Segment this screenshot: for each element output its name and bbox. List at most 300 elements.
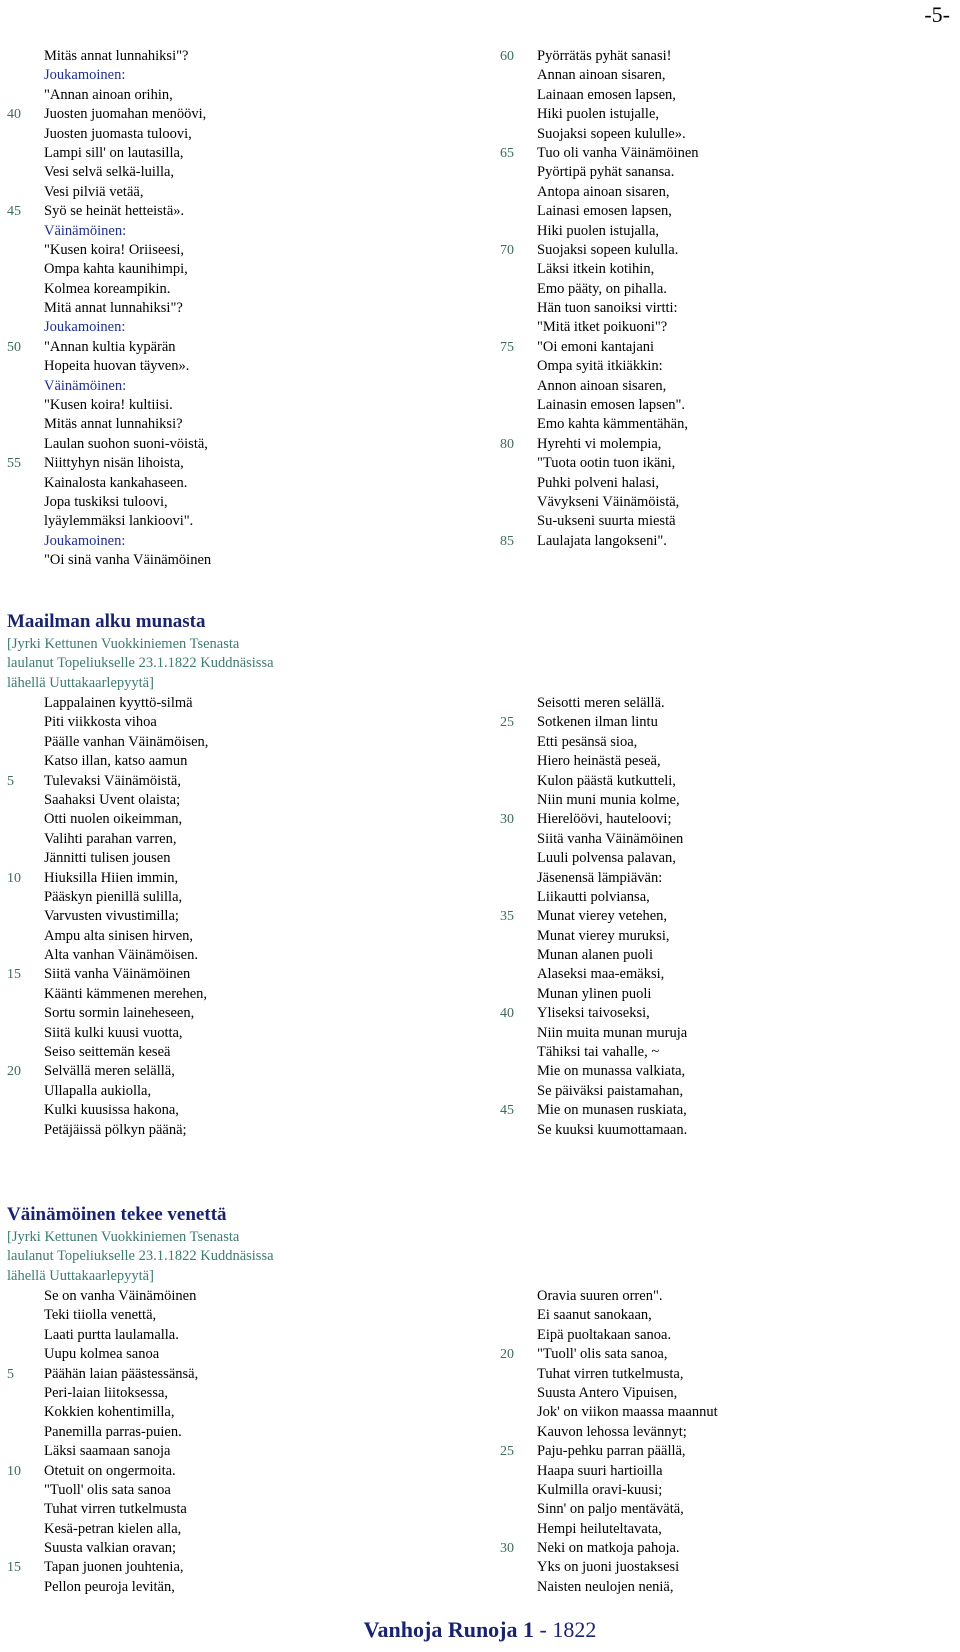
verse-text: Vesi pilviä vetää, bbox=[44, 183, 144, 200]
verse-line bbox=[537, 415, 699, 434]
verse-text: Läksi saamaan sanoja bbox=[44, 1443, 171, 1460]
verse-line bbox=[7, 105, 211, 124]
verse-line bbox=[537, 454, 699, 473]
verse-text: Su-ukseni suurta miestä bbox=[537, 513, 676, 530]
verse-line bbox=[44, 163, 211, 182]
verse-text: Tulevaksi Väinämöistä, bbox=[44, 772, 181, 789]
verse-line bbox=[537, 1578, 718, 1597]
verse-text: Siitä vanha Väinämöinen bbox=[44, 966, 191, 983]
footer-title: Vanhoja Runoja 1 bbox=[363, 1617, 535, 1642]
source-line: lähellä Uuttakaarlepyytä] bbox=[7, 1267, 154, 1284]
verse-line bbox=[537, 1481, 718, 1500]
verse-line bbox=[7, 202, 211, 221]
verse-line bbox=[44, 241, 211, 260]
verse-text: Suojaksi sopeen kululle». bbox=[537, 125, 686, 142]
verse-text: Hiero heinästä peseä, bbox=[537, 753, 661, 770]
verse-text: Puhki polveni halasi, bbox=[537, 474, 660, 491]
verse-line bbox=[500, 1101, 687, 1120]
line-number: 5 bbox=[7, 773, 14, 789]
left-column bbox=[7, 47, 212, 571]
verse-line bbox=[537, 1520, 718, 1539]
line-number: 70 bbox=[500, 242, 514, 258]
verse-text: Teki tiiolla venettä, bbox=[44, 1307, 157, 1324]
verse-text: Seisotti meren selällä. bbox=[537, 695, 665, 711]
verse-text: Otetuit on ongermoita. bbox=[44, 1462, 176, 1479]
verse-line bbox=[537, 965, 687, 984]
verse-line bbox=[537, 260, 699, 279]
left-column bbox=[7, 1287, 199, 1597]
verse-line bbox=[44, 532, 211, 551]
verse-line bbox=[537, 733, 687, 752]
verse-text: Hopeita huovan täyven». bbox=[44, 358, 190, 375]
verse-line bbox=[500, 713, 687, 732]
verse-line bbox=[44, 1306, 198, 1325]
line-number: 35 bbox=[500, 909, 514, 925]
verse-line bbox=[7, 338, 211, 357]
verse-line bbox=[44, 1326, 198, 1345]
verse-line bbox=[44, 318, 211, 337]
speaker-label: Joukamoinen: bbox=[44, 67, 126, 84]
verse-text: Emo kahta kämmentähän, bbox=[537, 416, 688, 433]
section-heading: Maailman alku munasta bbox=[7, 611, 206, 632]
verse-text: Kolmea koreampikin. bbox=[44, 280, 171, 297]
verse-text: Uupu kolmea sanoa bbox=[44, 1346, 160, 1363]
line-number: 45 bbox=[7, 204, 21, 220]
verse-text: "Tuoll' olis sata sanoa, bbox=[537, 1346, 668, 1363]
line-number: 40 bbox=[7, 107, 21, 123]
verse-line bbox=[500, 47, 699, 66]
verse-text: Jopa tuskiksi tuloovi, bbox=[44, 493, 168, 510]
verse-line bbox=[500, 1442, 718, 1461]
verse-line bbox=[537, 752, 687, 771]
verse-text: Laati purtta laulamalla. bbox=[44, 1326, 179, 1343]
verse-text: Jok' on viikon maassa maannut bbox=[537, 1404, 718, 1421]
verse-text: Kulmilla oravi-kuusi; bbox=[537, 1481, 663, 1498]
verse-line bbox=[7, 454, 211, 473]
source-line: laulanut Topeliukselle 23.1.1822 Kuddnäsissa bbox=[7, 655, 274, 672]
verse-text: Pääskyn pienillä sulilla, bbox=[44, 888, 183, 905]
verse-text: Päälle vanhan Väinämöisen, bbox=[44, 733, 209, 750]
line-number: 20 bbox=[7, 1064, 21, 1080]
verse-text: Tapan juonen jouhtenia, bbox=[44, 1559, 184, 1576]
verse-line bbox=[44, 415, 211, 434]
verse-line bbox=[44, 551, 211, 570]
speaker-label: Joukamoinen: bbox=[44, 319, 126, 336]
verse-line bbox=[537, 1500, 718, 1519]
verse-text: Katso illan, katso aamun bbox=[44, 753, 188, 770]
line-number: 75 bbox=[500, 339, 514, 355]
verse-text: Seiso seittemän keseä bbox=[44, 1044, 171, 1061]
verse-text: Naisten neulojen neniä, bbox=[537, 1578, 674, 1595]
verse-line bbox=[537, 1024, 687, 1043]
verse-text: Pellon peuroja levitän, bbox=[44, 1578, 175, 1595]
verse-line bbox=[44, 183, 211, 202]
verse-text: Mie on munassa valkiata, bbox=[537, 1063, 686, 1080]
verse-text: Se päiväksi paistamahan, bbox=[537, 1082, 684, 1099]
verse-text: Niin muni munia kolme, bbox=[537, 791, 680, 808]
line-number: 60 bbox=[500, 49, 514, 64]
verse-line bbox=[537, 86, 699, 105]
verse-text: Niittyhyn nisän lihoista, bbox=[44, 455, 184, 472]
verse-text: Niin muita munan muruja bbox=[537, 1024, 688, 1041]
verse-line bbox=[44, 1024, 208, 1043]
verse-text: Sortu sormin laineheseen, bbox=[44, 1005, 195, 1022]
verse-text: Sotkenen ilman lintu bbox=[537, 714, 658, 731]
verse-text: Saahaksi Uvent olaista; bbox=[44, 791, 181, 808]
line-number: 25 bbox=[500, 715, 514, 731]
page-number: -5- bbox=[924, 2, 950, 27]
line-number: 25 bbox=[500, 1444, 514, 1460]
verse-text: Lappalainen kyyttö-silmä bbox=[44, 695, 193, 711]
verse-line bbox=[44, 1520, 198, 1539]
line-number: 15 bbox=[7, 967, 21, 983]
verse-text: Munat vierey muruksi, bbox=[537, 927, 670, 944]
verse-line bbox=[44, 907, 208, 926]
verse-line bbox=[537, 1403, 718, 1422]
verse-line bbox=[44, 927, 208, 946]
verse-line bbox=[44, 474, 211, 493]
verse-line bbox=[44, 733, 208, 752]
verse-text: Haapa suuri hartioilla bbox=[537, 1462, 663, 1479]
verse-line bbox=[537, 512, 699, 531]
verse-line bbox=[44, 752, 208, 771]
verse-text: Ompa syitä itkiäkkin: bbox=[537, 358, 663, 375]
verse-text: Hempi heiluteltavata, bbox=[537, 1520, 662, 1537]
verse-text: "Kusen koira! Oriiseesi, bbox=[44, 241, 185, 258]
verse-text: Tuhat virren tutkelmusta, bbox=[537, 1365, 684, 1382]
verse-line bbox=[7, 1462, 198, 1481]
verse-line bbox=[44, 435, 211, 454]
verse-text: Käänti kämmenen merehen, bbox=[44, 985, 208, 1002]
verse-text: "Tuoll' olis sata sanoa bbox=[44, 1481, 171, 1498]
verse-line bbox=[44, 1403, 198, 1422]
verse-line bbox=[537, 493, 699, 512]
verse-line bbox=[44, 377, 211, 396]
verse-line bbox=[44, 125, 211, 144]
line-number: 30 bbox=[500, 1541, 514, 1557]
verse-text: Varvusten vivustimilla; bbox=[44, 908, 179, 925]
verse-line bbox=[537, 1423, 718, 1442]
verse-line bbox=[7, 1365, 199, 1384]
verse-text: "Annan ainoan orihin, bbox=[44, 86, 173, 103]
verse-line bbox=[537, 1287, 718, 1306]
verse-line bbox=[537, 183, 699, 202]
verse-line bbox=[537, 105, 699, 124]
verse-line bbox=[44, 849, 208, 868]
verse-text: "Annan kultia kypärän bbox=[44, 338, 176, 355]
verse-line bbox=[44, 1481, 198, 1500]
verse-text: Peri-laian liitoksessa, bbox=[44, 1384, 169, 1401]
source-line: [Jyrki Kettunen Vuokkiniemen Tsenasta bbox=[7, 1229, 240, 1245]
left-column bbox=[7, 694, 209, 1140]
verse-text: Jäsenensä lämpiävän: bbox=[537, 869, 663, 886]
verse-text: Valihti parahan varren, bbox=[44, 830, 177, 847]
verse-line bbox=[44, 1442, 198, 1461]
verse-line bbox=[44, 1287, 198, 1306]
verse-line bbox=[44, 1043, 208, 1062]
verse-line bbox=[537, 1326, 718, 1345]
verse-line bbox=[44, 493, 211, 512]
verse-text: Hiki puolen istujalla, bbox=[537, 222, 660, 239]
verse-text: "Tuota ootin tuon ikäni, bbox=[537, 455, 676, 472]
verse-line bbox=[537, 125, 699, 144]
verse-text: Kesä-petran kielen alla, bbox=[44, 1520, 182, 1537]
verse-line bbox=[537, 946, 687, 965]
right-column bbox=[500, 1287, 718, 1597]
verse-line bbox=[7, 1558, 198, 1577]
verse-line bbox=[44, 1423, 198, 1442]
verse-text: Läksi itkein kotihin, bbox=[537, 261, 655, 278]
verse-text: Laulan suohon suoni-vöistä, bbox=[44, 435, 208, 452]
verse-line bbox=[44, 280, 211, 299]
verse-line bbox=[7, 772, 208, 791]
verse-text: Suusta Antero Vipuisen, bbox=[537, 1384, 678, 1401]
source-note bbox=[7, 635, 274, 693]
verse-line bbox=[44, 86, 211, 105]
speaker-label: Väinämöinen: bbox=[44, 222, 127, 239]
verse-text: Suusta valkian oravan; bbox=[44, 1540, 177, 1557]
source-line: [Jyrki Kettunen Vuokkiniemen Tsenasta bbox=[7, 636, 240, 652]
speaker-label: Joukamoinen: bbox=[44, 532, 126, 549]
right-column bbox=[500, 694, 688, 1140]
verse-text: Siitä kulki kuusi vuotta, bbox=[44, 1024, 183, 1041]
verse-text: Lainasin emosen lapsen". bbox=[537, 397, 686, 414]
verse-line bbox=[537, 299, 699, 318]
line-number: 40 bbox=[500, 1006, 514, 1022]
verse-line bbox=[537, 357, 699, 376]
verse-text: Lainaan emosen lapsen, bbox=[537, 86, 676, 103]
verse-text: Se kuuksi kuumottamaan. bbox=[537, 1121, 688, 1138]
verse-line bbox=[537, 280, 699, 299]
verse-text: Siitä vanha Väinämöinen bbox=[537, 830, 684, 847]
verse-text: Munan alanen puoli bbox=[537, 947, 653, 964]
verse-text: Ompa kahta kaunihimpi, bbox=[44, 261, 188, 278]
verse-line bbox=[537, 1043, 687, 1062]
verse-text: Alaseksi maa-emäksi, bbox=[537, 966, 665, 983]
verse-line bbox=[44, 1384, 198, 1403]
verse-text: Yliseksi taivoseksi, bbox=[537, 1005, 650, 1022]
verse-text: Mie on munasen ruskiata, bbox=[537, 1102, 687, 1119]
verse-text: "Oi emoni kantajani bbox=[537, 338, 655, 355]
verse-line bbox=[537, 66, 699, 85]
verse-line bbox=[537, 163, 699, 182]
verse-line bbox=[537, 830, 687, 849]
verse-text: Neki on matkoja pahoja. bbox=[537, 1540, 680, 1557]
verse-line bbox=[7, 965, 208, 984]
verse-line bbox=[44, 1578, 198, 1597]
verse-text: "Mitä itket poikuoni"? bbox=[537, 319, 668, 336]
verse-text: Hän tuon sanoiksi virtti: bbox=[537, 300, 678, 317]
verse-text: Piti viikkosta vihoa bbox=[44, 714, 157, 731]
verse-line bbox=[537, 474, 699, 493]
verse-text: Vävykseni Väinämöistä, bbox=[537, 493, 680, 510]
verse-text: Petäjäissä pölkyn päänä; bbox=[44, 1121, 187, 1138]
verse-line bbox=[537, 888, 687, 907]
verse-text: "Oi sinä vanha Väinämöinen bbox=[44, 552, 212, 569]
verse-text: Ei saanut sanokaan, bbox=[537, 1307, 652, 1324]
verse-text: Hiki puolen istujalle, bbox=[537, 106, 660, 123]
verse-line bbox=[537, 694, 687, 713]
verse-line bbox=[44, 357, 211, 376]
verse-text: "Kusen koira! kultiisi. bbox=[44, 397, 173, 414]
verse-line bbox=[537, 1365, 718, 1384]
verse-text: Tähiksi tai vahalle, ~ bbox=[537, 1044, 660, 1061]
verse-text: Lainasi emosen lapsen, bbox=[537, 203, 672, 220]
verse-text: Munan ylinen puoli bbox=[537, 985, 652, 1002]
verse-line bbox=[44, 1539, 198, 1558]
verse-text: Ampu alta sinisen hirven, bbox=[44, 927, 194, 944]
verse-text: Mitä annat lunnahiksi"? bbox=[44, 300, 183, 317]
verse-text: Juosten juomahan menöövi, bbox=[44, 106, 207, 123]
verse-line bbox=[44, 47, 211, 66]
verse-line bbox=[537, 377, 699, 396]
verse-line bbox=[500, 338, 699, 357]
verse-line bbox=[537, 396, 699, 415]
verse-line bbox=[44, 66, 211, 85]
verse-text: Paju-pehku parran päällä, bbox=[537, 1443, 686, 1460]
verse-text: Liikautti polviansa, bbox=[537, 888, 650, 905]
line-number: 5 bbox=[7, 1366, 14, 1382]
verse-text: Tuo oli vanha Väinämöinen bbox=[537, 144, 699, 161]
verse-line bbox=[537, 1062, 687, 1081]
verse-line bbox=[44, 810, 208, 829]
verse-text: Pyörtipä pyhät sanansa. bbox=[537, 164, 675, 181]
verse-line bbox=[500, 1345, 718, 1364]
verse-text: Kauvon lehossa levännyt; bbox=[537, 1423, 687, 1440]
verse-line bbox=[44, 144, 211, 163]
verse-line bbox=[44, 299, 211, 318]
verse-line bbox=[44, 1004, 208, 1023]
verse-line bbox=[537, 1558, 718, 1577]
line-number: 30 bbox=[500, 812, 514, 828]
line-number: 10 bbox=[7, 870, 21, 886]
verse-line bbox=[500, 907, 687, 926]
line-number: 20 bbox=[500, 1347, 514, 1363]
verse-line bbox=[537, 869, 687, 888]
source-line: lähellä Uuttakaarlepyytä] bbox=[7, 674, 154, 691]
verse-text: Sinn' on paljo mentävätä, bbox=[537, 1501, 684, 1518]
verse-line bbox=[500, 532, 699, 551]
verse-text: Suojaksi sopeen kululla. bbox=[537, 241, 679, 258]
verse-line bbox=[537, 772, 687, 791]
verse-line bbox=[537, 1121, 687, 1140]
verse-line bbox=[44, 694, 208, 713]
source-line: laulanut Topeliukselle 23.1.1822 Kuddnäsissa bbox=[7, 1248, 274, 1265]
verse-line bbox=[44, 512, 211, 531]
verse-text: Yks on juoni juostaksesi bbox=[537, 1559, 680, 1576]
verse-text: Mitäs annat lunnahiksi? bbox=[44, 416, 183, 433]
line-number: 10 bbox=[7, 1463, 21, 1479]
verse-text: Kulon päästä kutkutteli, bbox=[537, 772, 676, 789]
verse-text: Hierelöövi, hauteloovi; bbox=[537, 811, 672, 828]
verse-text: Annan ainoan sisaren, bbox=[537, 67, 666, 84]
verse-text: Ullapalla aukiolla, bbox=[44, 1082, 152, 1099]
verse-text: Oravia suuren orren". bbox=[537, 1288, 663, 1304]
verse-text: lyäylemmäksi lankioovi". bbox=[44, 513, 194, 530]
verse-line bbox=[537, 1384, 718, 1403]
verse-line bbox=[537, 985, 687, 1004]
verse-line bbox=[44, 396, 211, 415]
page-footer bbox=[0, 1617, 960, 1643]
verse-text: Eipä puoltakaan sanoa. bbox=[537, 1326, 672, 1343]
verse-line bbox=[537, 927, 687, 946]
footer-year: - 1822 bbox=[534, 1617, 597, 1642]
verse-line bbox=[44, 888, 208, 907]
verse-line bbox=[44, 830, 208, 849]
line-number: 50 bbox=[7, 339, 21, 355]
line-number: 85 bbox=[500, 533, 514, 549]
verse-line bbox=[500, 435, 699, 454]
verse-text: Alta vanhan Väinämöisen. bbox=[44, 947, 198, 964]
verse-line bbox=[44, 1121, 208, 1140]
verse-text: Mitäs annat lunnahiksi"? bbox=[44, 48, 189, 64]
verse-text: Hyrehti vi molempia, bbox=[537, 435, 662, 452]
verse-text: Jännitti tulisen jousen bbox=[44, 850, 171, 867]
verse-text: Emo pääty, on pihalla. bbox=[537, 280, 667, 297]
verse-line bbox=[44, 985, 208, 1004]
verse-line bbox=[44, 260, 211, 279]
verse-line bbox=[537, 849, 687, 868]
verse-line bbox=[44, 1101, 208, 1120]
verse-line bbox=[537, 1082, 687, 1101]
line-number: 15 bbox=[7, 1560, 21, 1576]
verse-text: Hiuksilla Hiien immin, bbox=[44, 869, 179, 886]
line-number: 45 bbox=[500, 1103, 514, 1119]
verse-line bbox=[44, 791, 208, 810]
line-number: 80 bbox=[500, 436, 514, 452]
verse-text: Kulki kuusissa hakona, bbox=[44, 1102, 179, 1119]
verse-line bbox=[537, 318, 699, 337]
verse-text: Antopa ainoan sisaren, bbox=[537, 183, 670, 200]
verse-text: Pyörrätäs pyhät sanasi! bbox=[537, 48, 672, 64]
verse-line bbox=[7, 869, 208, 888]
verse-text: Otti nuolen oikeimman, bbox=[44, 811, 183, 828]
verse-line bbox=[500, 810, 687, 829]
verse-line bbox=[537, 1462, 718, 1481]
verse-line bbox=[44, 713, 208, 732]
verse-line bbox=[537, 202, 699, 221]
verse-text: Panemilla parras-puien. bbox=[44, 1423, 182, 1440]
verse-text: Lampi sill' on lautasilla, bbox=[44, 144, 184, 161]
verse-text: Kokkien kohentimilla, bbox=[44, 1404, 175, 1421]
verse-text: Juosten juomasta tuloovi, bbox=[44, 125, 192, 142]
verse-text: Päähän laian päästessänsä, bbox=[44, 1365, 199, 1382]
verse-line bbox=[500, 1539, 718, 1558]
section-heading: Väinämöinen tekee venettä bbox=[7, 1204, 227, 1225]
source-note bbox=[7, 1228, 274, 1286]
verse-line bbox=[7, 1062, 208, 1081]
speaker-label: Väinämöinen: bbox=[44, 377, 127, 394]
verse-line bbox=[44, 1082, 208, 1101]
verse-text: Vesi selvä selkä-luilla, bbox=[44, 164, 175, 181]
right-column bbox=[500, 47, 699, 551]
verse-line bbox=[500, 144, 699, 163]
verse-line bbox=[537, 1306, 718, 1325]
verse-text: Syö se heinät hetteistä». bbox=[44, 203, 185, 220]
verse-text: Laulajata langokseni". bbox=[537, 532, 667, 549]
verse-line bbox=[537, 791, 687, 810]
verse-text: Luuli polvensa palavan, bbox=[537, 850, 676, 867]
verse-text: Kainalosta kankahaseen. bbox=[44, 474, 188, 491]
verse-text: Munat vierey vetehen, bbox=[537, 908, 668, 925]
verse-text: Selvällä meren selällä, bbox=[44, 1063, 175, 1080]
verse-text: Etti pesänsä sioa, bbox=[537, 733, 638, 750]
verse-line bbox=[44, 1500, 198, 1519]
verse-text: Annon ainoan sisaren, bbox=[537, 377, 667, 394]
line-number: 65 bbox=[500, 145, 514, 161]
line-number: 55 bbox=[7, 456, 21, 472]
verse-line bbox=[500, 1004, 687, 1023]
